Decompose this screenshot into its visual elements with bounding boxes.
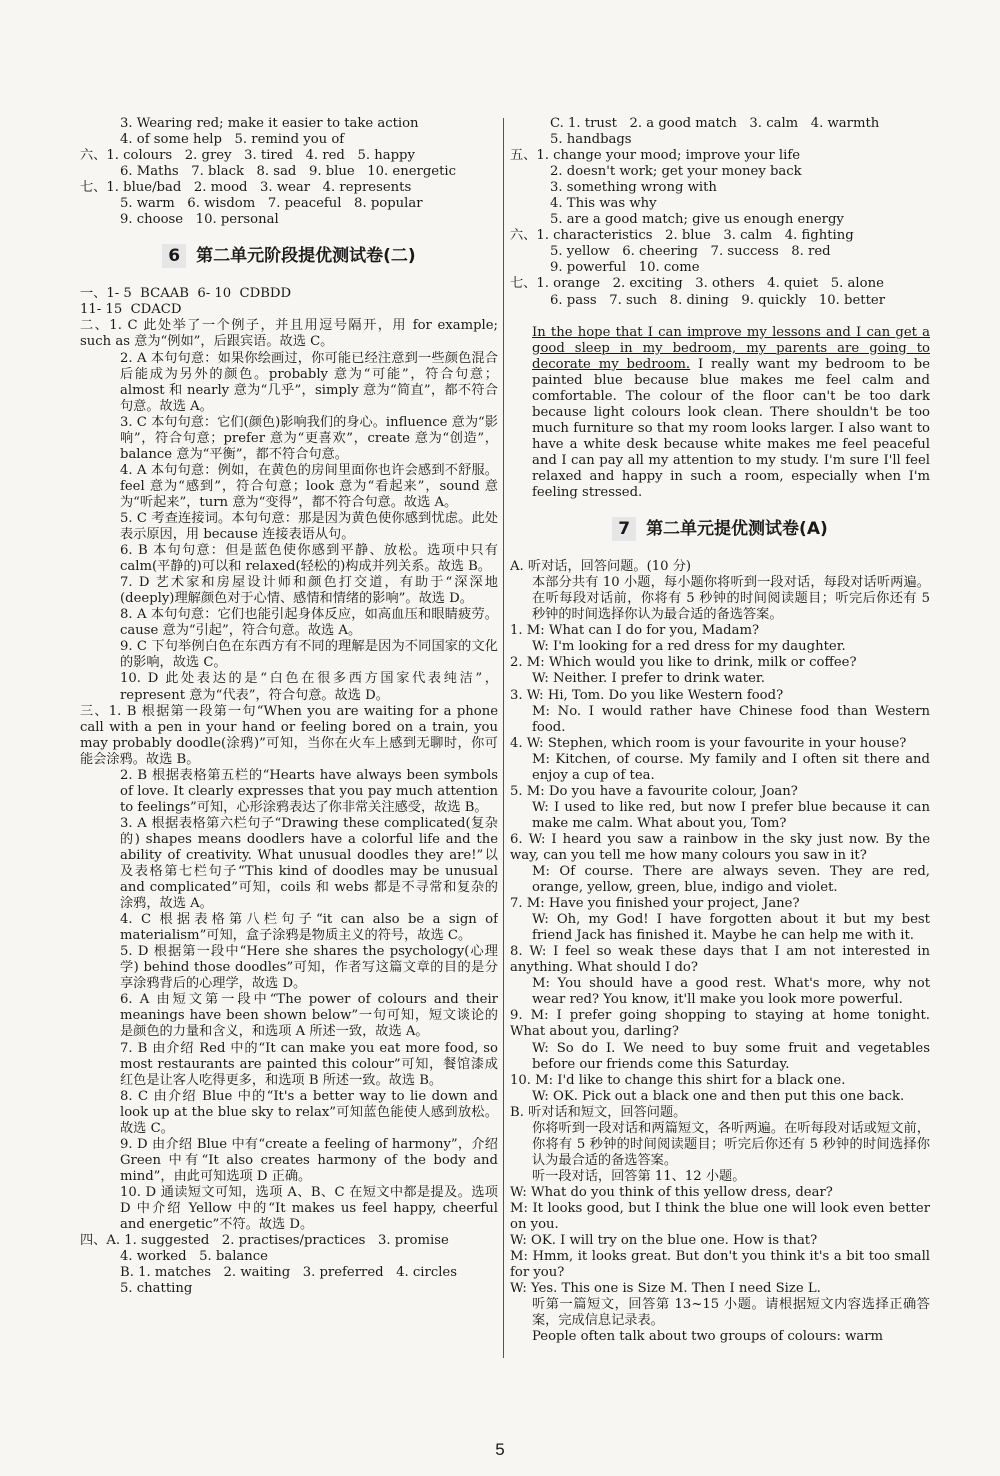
explanation: 3. A 根据表格第六栏句子“Drawing these complicated(复杂的) shapes means doodlers have a colorful life and the ability of creativity. What unusual doodles they are!”以及表格第七栏句子“This kind of doodles may be unusual and complicated”可知，coils 和 webs 都是不寻常和复杂的涂鸦，故选 A。 [120,815,498,912]
dialogue-line: W: OK. I will try on the blue one. How is that? [510,1233,818,1249]
column-divider [503,118,504,1358]
section-number: 7 [612,517,636,541]
explanation: 10. D 通读短文可知，选项 A、B、C 在短文中都是提及。选项 D 中介绍 Yellow 中的“It makes us feel happy, cheerful and energetic”不符。故选 D。 [120,1184,498,1233]
answer-line: 4. worked 5. balance [120,1249,268,1265]
explanation: 2. B 根据表格第五栏的“Hearts have always been symbols of love. It clearly expresses that you pay much attention to feelings”可知，心形涂鸦表达了你非常关注感受，故选 B。 [120,767,498,815]
explanation: 二、1. C 此处举了一个例子，并且用逗号隔开，用 for example; such as 意为“例如”，后跟宾语。故选 C。 [80,318,498,350]
answer-line: 5. handbags [550,132,632,148]
answer-line: 6. pass 7. such 8. dining 9. quickly 10. better [550,292,885,308]
dialogue-line: M: Of course. There are always seven. They are red, orange, yellow, green, blue, indigo and violet. [532,864,930,896]
answer-line: 2. doesn't work; get your money back [550,164,802,180]
explanation: 9. D 由介绍 Blue 中有“create a feeling of harmony”，介绍 Green 中有“It also creates harmony of the body and mind”，由此可知选项 D 正确。 [120,1136,498,1184]
answer-line: 4. This was why [550,196,657,212]
right-column [510,116,930,1345]
part-b-title: B. 听对话和短文，回答问题。 [510,1104,687,1120]
part-b-question: 听一段对话，回答第 11、12 小题。 [532,1168,746,1184]
answer-line: C. 1. trust 2. a good match 3. calm 4. warmth [550,116,880,131]
answer-line: 11- 15 CDACD [80,302,182,318]
dialogue-line: 3. W: Hi, Tom. Do you like Western food? [510,687,784,703]
explanation: 4. A 本句句意：例如，在黄色的房间里面你也许会感到不舒服。feel 意为“感到”，符合句意；look 意为“看起来”，sound 意为“听起来”，turn 意为“变得”，都不符合句意。故选 A。 [120,462,498,510]
explanation: 7. D 艺术家和房屋设计师和颜色打交道，有助于“深深地(deeply)理解颜色对于心情、感情和情绪的影响”。故选 D。 [120,575,498,607]
section-7-title [510,517,930,541]
explanation: 2. A 本句句意：如果你绘画过，你可能已经注意到一些颜色混合后能成为另外的颜色。probably 意为“可能”，符合句意；almost 和 nearly 意为“几乎”，simply 意为“简直”，都不符合句意。故选 A。 [120,350,498,414]
dialogue-line: M: It looks good, but I think the blue one will look even better on you. [510,1201,930,1233]
section-title-text: 第二单元阶段提优测试卷(二) [196,246,416,267]
answer-line: 六、1. characteristics 2. blue 3. calm 4. fighting [510,228,854,244]
answer-line: 七、1. orange 2. exciting 3. others 4. quiet 5. alone [510,276,884,292]
answer-line: 六、1. colours 2. grey 3. tired 4. red 5. happy [80,148,415,164]
dialogue-b [510,1185,930,1297]
explanation: 10. D 此处表达的是“白色在很多西方国家代表纯洁”，represent 意为“代表”，符合句意。故选 D。 [120,671,498,703]
dialogue-line: M: Kitchen, of course. My family and I often sit there and enjoy a cup of tea. [532,751,930,783]
dialogue-line: W: Yes. This one is Size M. Then I need Size L. [510,1281,821,1297]
passage-question: 听第一篇短文，回答第 13~15 小题。请根据短文内容选择正确答案，完成信息记录表。 [532,1297,930,1329]
answer-line: 3. Wearing red; make it easier to take action [120,116,419,131]
explanation: 9. C 下句举例白色在东西方有不同的理解是因为不同国家的文化的影响，故选 C。 [120,639,498,671]
dialogue-line: W: What do you think of this yellow dress, dear? [510,1184,833,1200]
explanation: 三、1. B 根据第一段第一句“When you are waiting for a phone call with a pen in your hand or feeling bored on a train, you may probably doodle(涂鸦)”可知，当你在火车上感到无聊时，你可能会涂鸦。故选 B。 [80,703,498,767]
section-number: 6 [162,244,186,268]
explanation: 6. B 本句句意：但是蓝色使你感到平静、放松。选项中只有 calm(平静的)可以和 relaxed(轻松的)构成并列关系。故选 B。 [120,543,498,575]
dialogue-line: M: Hmm, it looks great. But don't you think it's a bit too small for you? [510,1249,930,1281]
section-title-text: 第二单元提优测试卷(A) [646,519,828,540]
answer-line: 9. choose 10. personal [120,212,279,228]
explanation: 3. C 本句句意：它们(颜色)影响我们的身心。influence 意为“影响”，符合句意；prefer 意为“更喜欢”，create 意为“创造”，balance 意为“平衡”，都不符合句意。 [120,414,498,462]
dialogue-line: W: Oh, my God! I have forgotten about it but my best friend Jack has finished it. Maybe he can help me with it. [532,912,930,944]
writing-opening: In the hope that I can improve my lessons and I can get a good sleep in my bedroom, my parents are going to decorate my bedroom. [532,324,930,372]
left-column [80,116,498,1297]
answer-line: 6. Maths 7. black 8. sad 9. blue 10. energetic [120,164,456,180]
dialogue-line: W: So do I. We need to buy some fruit and vegetables before our friends come this Saturday. [532,1040,930,1072]
part-a-title: A. 听对话，回答问题。(10 分) [510,559,692,575]
passage-start: People often talk about two groups of colours: warm [532,1329,884,1345]
answer-line: 5. warm 6. wisdom 7. peaceful 8. popular [120,196,423,212]
writing-sample [510,325,930,502]
dialogue-line: 9. M: I prefer going shopping to staying at home tonight. What about you, darling? [510,1008,930,1040]
dialogue-line: W: Neither. I prefer to drink water. [532,671,765,687]
explanation: 8. C 由介绍 Blue 中的“It's a better way to lie down and look up at the blue sky to relax”可知蓝色能使人感到放松。故选 C。 [120,1088,498,1136]
answer-line: B. 1. matches 2. waiting 3. preferred 4. circles [120,1265,458,1281]
part-b-intro: 你将听到一段对话和两篇短文，各听两遍。在听每段对话或短文前，你将有 5 秒钟的时间阅读题目；听完后你还有 5 秒钟的时间选择你认为最合适的备选答案。 [532,1120,930,1168]
page-number: 5 [495,1440,505,1459]
answer-line: 9. powerful 10. come [550,260,700,276]
dialogue-line: W: I'm looking for a red dress for my daughter. [532,639,846,655]
dialogue-line: 4. W: Stephen, which room is your favourite in your house? [510,735,907,751]
answer-line: 5. chatting [120,1281,193,1297]
dialogue-line: 5. M: Do you have a favourite colour, Joan? [510,783,798,799]
dialogue-line: 8. W: I feel so weak these days that I am not interested in anything. What should I do? [510,944,930,976]
answer-line: 4. of some help 5. remind you of [120,132,345,148]
answer-line: 一、1- 5 BCAAB 6- 10 CDBDD [80,286,292,302]
dialogue-line: 1. M: What can I do for you, Madam? [510,623,760,639]
dialogue-line: 6. W: I heard you saw a rainbow in the sky just now. By the way, can you tell me how many colours you saw in it? [510,831,930,863]
answer-line: 四、A. 1. suggested 2. practises/practices 3. promise [80,1233,449,1249]
dialogue-line: W: OK. Pick out a black one and then put this one back. [532,1088,905,1104]
explanation: 7. B 由介绍 Red 中的“It can make you eat more food, so most restaurants are painted this colour”可知，餐馆漆成红色是让客人吃得更多，和选项 B 所述一致。故选 B。 [120,1040,498,1088]
explanation: 4. C 根据表格第八栏句子“it can also be a sign of materialism”可知，盒子涂鸦是物质主义的符号，故选 C。 [120,912,498,944]
answer-line: 5. yellow 6. cheering 7. success 8. red [550,244,831,260]
dialogue-line: W: I used to like red, but now I prefer blue because it can make me calm. What about you, Tom? [532,799,930,831]
answer-line: 3. something wrong with [550,180,717,196]
explanation: 5. C 考查连接词。本句句意：那是因为黄色使你感到忧虑。此处表示原因，用 because 连接表语从句。 [120,510,498,543]
part-a-intro: 本部分共有 10 小题，每小题你将听到一段对话，每段对话听两遍。在听每段对话前，你将有 5 秒钟的时间阅读题目；听完后你还有 5 秒钟的时间选择你认为最合适的备选答案。 [532,575,930,623]
dialogue-line: 2. M: Which would you like to drink, milk or coffee? [510,655,857,671]
writing-heading [510,309,930,325]
dialogue-list [510,623,930,1104]
writing-body: I really want my bedroom to be painted blue because blue makes me feel calm and comfortable. The colour of the floor can't be too dark because light colours look clean. There shouldn't be too much furniture so that my room looks larger. I also want to have a white desk because white makes me feel peaceful and I can pay all my attention to my study. I'm sure I'll feel relaxed and happy in such a room, especially when I'm feeling stressed. [532,356,930,501]
explanation: 6. A 由短文第一段中“The power of colours and their meanings have been shown below”一句可知，短文谈论的是颜色的力量和含义，和选项 A 所述一致，故选 A。 [120,992,498,1040]
answer-line: 七、1. blue/bad 2. mood 3. wear 4. represents [80,180,412,196]
dialogue-line: 7. M: Have you finished your project, Jane? [510,896,800,912]
dialogue-line: M: No. I would rather have Chinese food than Western food. [532,703,930,735]
section-6-title [80,244,498,268]
explanation: 5. D 根据第一段中“Here she shares the psychology(心理学) behind those doodles”可知，作者写这篇文章的目的是分享涂鸦背后的心理学，故选 D。 [120,944,498,992]
dialogue-line: 10. M: I'd like to change this shirt for a black one. [510,1072,846,1088]
dialogue-line: M: You should have a good rest. What's more, why not wear red? You know, it'll make you look more powerful. [532,976,930,1008]
answer-line: 5. are a good match; give us enough energy [550,212,844,228]
explanation: 8. A 本句句意：它们也能引起身体反应，如高血压和眼睛疲劳。cause 意为“引起”，符合句意。故选 A。 [120,607,498,639]
answer-line: 五、1. change your mood; improve your life [510,148,801,164]
